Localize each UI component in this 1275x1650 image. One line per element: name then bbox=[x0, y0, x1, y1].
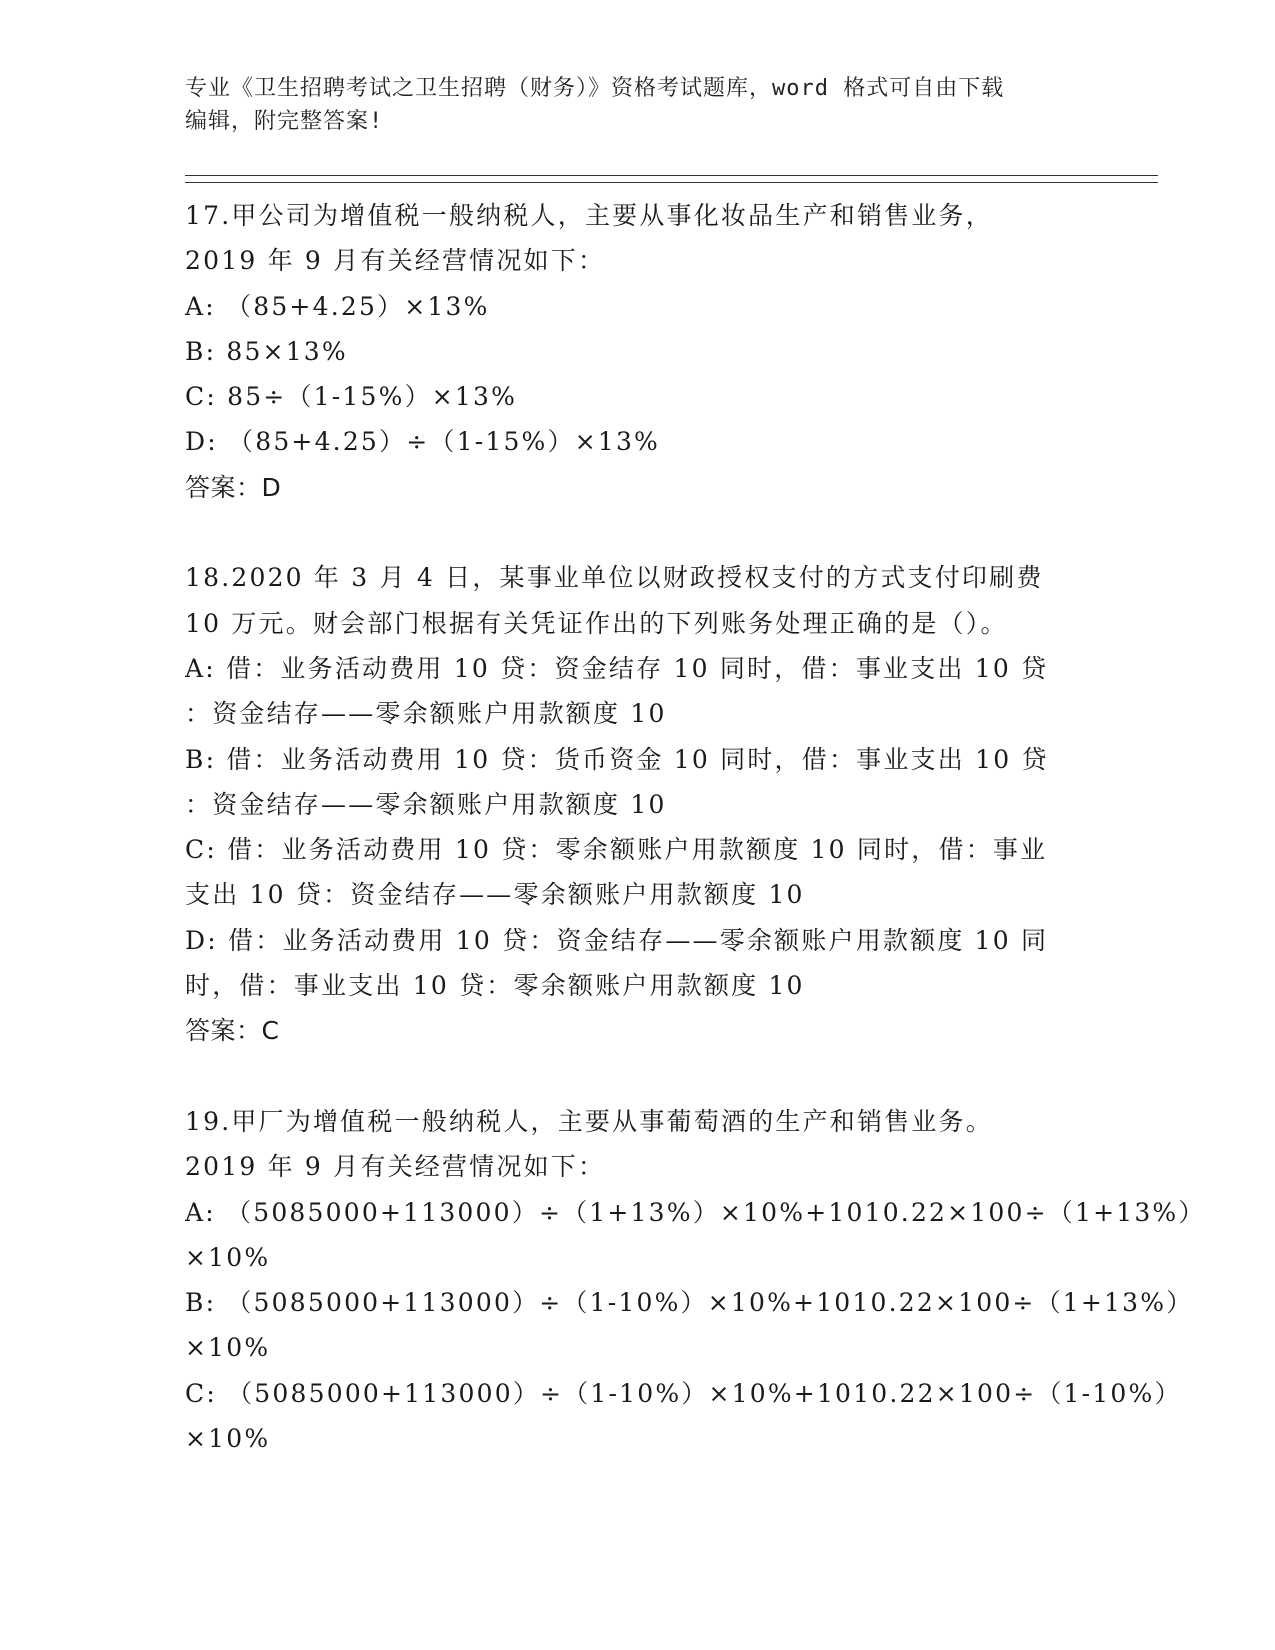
header-divider-bottom bbox=[185, 182, 1158, 183]
option-c: C: （5085000+113000）÷（1-10%）×10%+1010.22×100÷（1-10%） bbox=[185, 1378, 1182, 1408]
option-b: B: （5085000+113000）÷（1-10%）×10%+1010.22×100÷（1+13%） bbox=[185, 1288, 1194, 1318]
question-18 bbox=[185, 555, 1085, 1053]
option-c: C: 85÷（1-15%）×13% bbox=[185, 382, 518, 412]
option-b-continued: ：资金结存——零余额账户用款额度 10 bbox=[185, 789, 667, 819]
option-b-continued: ×10% bbox=[185, 1333, 271, 1363]
question-19 bbox=[185, 1099, 1206, 1461]
question-list bbox=[185, 193, 1206, 1461]
question-text-line: 10 万元。财会部门根据有关凭证作出的下列账务处理正确的是（）。 bbox=[185, 608, 1008, 638]
option-b: B: 85×13% bbox=[185, 336, 348, 366]
question-text-line: 2019 年 9 月有关经营情况如下： bbox=[185, 246, 606, 276]
question-text-line: 19.甲厂为增值税一般纳税人，主要从事葡萄酒的生产和销售业务。 bbox=[185, 1106, 993, 1136]
option-d: D: （85+4.25）÷（1-15%）×13% bbox=[185, 427, 661, 457]
option-a-continued: ×10% bbox=[185, 1242, 271, 1272]
option-d: D: 借：业务活动费用 10 贷：资金结存——零余额账户用款额度 10 同 bbox=[185, 925, 1049, 955]
header-line-1: 专业《卫生招聘考试之卫生招聘（财务）》资格考试题库，word 格式可自由下载 bbox=[185, 76, 1005, 101]
header-divider-top bbox=[185, 175, 1158, 176]
question-text-line: 17.甲公司为增值税一般纳税人，主要从事化妆品生产和销售业务， bbox=[185, 201, 993, 230]
question-text-line: 2019 年 9 月有关经营情况如下： bbox=[185, 1152, 606, 1182]
option-c: C: 借：业务活动费用 10 贷：零余额账户用款额度 10 同时，借：事业 bbox=[185, 835, 1048, 865]
question-spacer bbox=[185, 510, 1085, 555]
answer-line: 答案：D bbox=[185, 472, 282, 502]
question-spacer bbox=[185, 1054, 1085, 1099]
document-header bbox=[185, 72, 1085, 138]
option-b: B: 借：业务活动费用 10 贷：货币资金 10 同时，借：事业支出 10 贷 bbox=[185, 744, 1049, 774]
header-line-2: 编辑，附完整答案! bbox=[185, 109, 384, 134]
option-a: A: 借：业务活动费用 10 贷：资金结存 10 同时，借：事业支出 10 贷 bbox=[185, 653, 1049, 683]
option-c-continued: ×10% bbox=[185, 1424, 271, 1454]
option-a-continued: ：资金结存——零余额账户用款额度 10 bbox=[185, 699, 667, 729]
option-a: A: （5085000+113000）÷（1+13%）×10%+1010.22×100÷（1+13%） bbox=[185, 1197, 1206, 1227]
option-c-continued: 支出 10 贷：资金结存——零余额账户用款额度 10 bbox=[185, 880, 805, 910]
answer-line: 答案：C bbox=[185, 1016, 280, 1046]
question-17 bbox=[185, 193, 1085, 510]
option-d-continued: 时，借：事业支出 10 贷：零余额账户用款额度 10 bbox=[185, 971, 805, 1001]
option-a: A: （85+4.25）×13% bbox=[185, 291, 490, 321]
question-text-line: 18.2020 年 3 月 4 日，某事业单位以财政授权支付的方式支付印刷费 bbox=[185, 563, 1044, 593]
